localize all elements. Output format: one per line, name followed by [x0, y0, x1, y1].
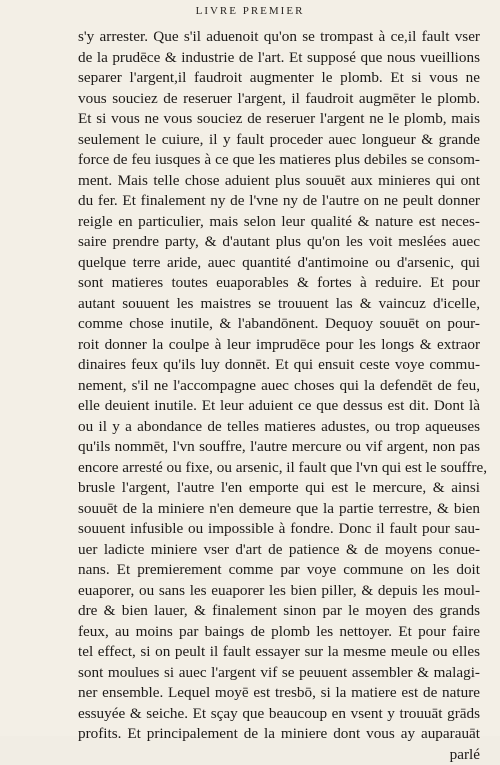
page-body-text: [78, 27, 480, 765]
text-line: nement, s'il ne l'accompagne auec choses qui la defendēt de feu,: [78, 376, 480, 397]
text-line: sont matieres toutes euaporables & fortes à reduire. Et pour: [78, 273, 480, 294]
text-line: seulement le cuiure, il y fault proceder auec longueur & grande: [78, 130, 480, 151]
text-line: dre & bien lauer, & finalement sinon par le moyen des grands: [78, 601, 480, 622]
text-line: Et si vous ne vous souciez de reseruer l'argent ne le plomb, mais: [78, 109, 480, 130]
text-line: autant souuent les maistres se trouuent las & vaincuz d'icelle,: [78, 294, 480, 315]
text-line: euaporer, ou sans les euaporer les bien piller, & depuis les moul-: [78, 581, 480, 602]
text-line: tel effect, si on peult il fault essayer sur la mesme meule ou elles: [78, 642, 480, 663]
text-line: feux, au moins par baings de plomb les nettoyer. Et pour faire: [78, 622, 480, 643]
text-line: ou il y a abondance de telles matieres adustes, ou trop aqueuses: [78, 417, 480, 438]
text-line-final-word: parlé: [78, 745, 480, 765]
text-line: elle deuient inutile. Et leur aduient ce que dessus est dit. Dont là: [78, 396, 480, 417]
text-line: force de feu iusques à ce que les matieres plus debiles se consom-: [78, 150, 480, 171]
text-line: souuent infusible ou impossible à fondre. Donc il fault pour sau-: [78, 519, 480, 540]
text-line: vous souciez de reseruer l'argent, il faudroit augmēter le plomb.: [78, 89, 480, 110]
text-line: saire prendre party, & d'autant plus qu'on les voit meslées auec: [78, 232, 480, 253]
text-line: qu'ils nommēt, l'vn souffre, l'autre mercure ou vif argent, non pas: [78, 437, 480, 458]
text-line: du fer. Et finalement ny de l'vne ny de l'autre on ne peult donner: [78, 191, 480, 212]
text-line: essuyée & seiche. Et sçay que beaucoup en vsent y trouuāt grāds: [78, 704, 480, 725]
text-line: s'y arrester. Que s'il aduenoit qu'on se trompast à ce,il fault vser: [78, 27, 480, 48]
text-line: dinaires feux qu'ils luy donnēt. Et qui ensuit ceste voye commu-: [78, 355, 480, 376]
text-line: nans. Et premierement comme par voye commune on les doit: [78, 560, 480, 581]
text-line: sont moulues si auec l'argent vif se peuuent assembler & malagi-: [78, 663, 480, 684]
text-line: ment. Mais telle chose aduient plus souuēt aux minieres qui ont: [78, 171, 480, 192]
text-line: souuēt de la miniere n'en demeure que la partie terrestre, & bien: [78, 499, 480, 520]
text-line: reigle en particulier, mais selon leur qualité & nature est neces-: [78, 212, 480, 233]
text-line: encore arresté ou fixe, ou arsenic, il fault que l'vn qui est le souffre,: [78, 458, 480, 479]
text-line: comme chose inutile, & l'abandōnent. Dequoy souuēt on pour-: [78, 314, 480, 335]
running-header: LIVRE PREMIER: [0, 5, 500, 17]
text-line: quelque terre aride, auec quantité d'antimoine ou d'arsenic, qui: [78, 253, 480, 274]
text-line: ner ensemble. Lequel moyē est tresbō, si la matiere est de nature: [78, 683, 480, 704]
text-line: de la prudēce & industrie de l'art. Et supposé que nous vueillions: [78, 48, 480, 69]
text-line: brusle l'argent, l'autre l'en emporte qui est le mercure, & ainsi: [78, 478, 480, 499]
text-line: profits. Et principalement de la miniere dont vous ay auparauāt: [78, 724, 480, 745]
text-line: uer ladicte miniere vser d'art de patience & de moyens conue-: [78, 540, 480, 561]
text-line: roit donner la coulpe à leur imprudēce pour les longs & extraor: [78, 335, 480, 356]
text-line: separer l'argent,il faudroit augmenter le plomb. Et si vous ne: [78, 68, 480, 89]
